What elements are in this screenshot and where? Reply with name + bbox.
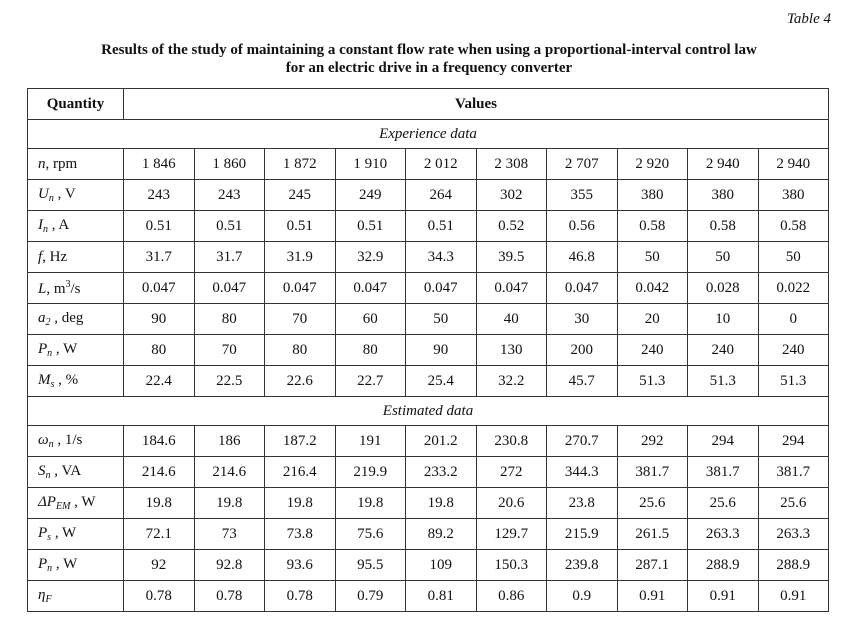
value-cell: 32.2 <box>476 366 547 397</box>
value-cell: 288.9 <box>758 550 829 581</box>
value-cell: 19.8 <box>335 488 406 519</box>
value-cell: 31.9 <box>265 242 336 273</box>
value-cell: 0.047 <box>547 273 618 304</box>
value-cell: 0 <box>758 304 829 335</box>
value-cell: 380 <box>688 180 759 211</box>
value-cell: 201.2 <box>406 426 477 457</box>
quantity-cell <box>28 366 124 397</box>
value-cell: 25.4 <box>406 366 477 397</box>
quantity-symbol: U <box>38 186 49 202</box>
table-row <box>28 581 829 612</box>
value-cell: 92 <box>124 550 195 581</box>
value-cell: 90 <box>406 335 477 366</box>
value-cell: 0.52 <box>476 211 547 242</box>
quantity-symbol: ω <box>38 432 49 448</box>
quantity-cell <box>28 581 124 612</box>
value-cell: 50 <box>617 242 688 273</box>
quantity-subscript: EM <box>55 501 71 512</box>
table-row <box>28 519 829 550</box>
value-cell: 0.78 <box>265 581 336 612</box>
value-cell: 191 <box>335 426 406 457</box>
value-cell: 73 <box>194 519 265 550</box>
quantity-cell <box>28 426 124 457</box>
caption-line-1: Results of the study of maintaining a constant flow rate when using a proportional-interval control law <box>101 42 757 58</box>
table-row <box>28 149 829 180</box>
quantity-unit: , % <box>54 372 79 388</box>
quantity-subscript: n <box>47 348 53 359</box>
value-cell: 39.5 <box>476 242 547 273</box>
quantity-cell <box>28 335 124 366</box>
value-cell: 214.6 <box>124 457 195 488</box>
value-cell: 0.51 <box>124 211 195 242</box>
table-row <box>28 180 829 211</box>
value-cell: 0.58 <box>617 211 688 242</box>
value-cell: 381.7 <box>617 457 688 488</box>
value-cell: 0.047 <box>335 273 406 304</box>
value-cell: 0.81 <box>406 581 477 612</box>
value-cell: 239.8 <box>547 550 618 581</box>
value-cell: 233.2 <box>406 457 477 488</box>
value-cell: 270.7 <box>547 426 618 457</box>
value-cell: 0.58 <box>688 211 759 242</box>
section-row <box>28 397 829 426</box>
value-cell: 0.9 <box>547 581 618 612</box>
value-cell: 2 012 <box>406 149 477 180</box>
quantity-cell <box>28 273 124 304</box>
value-cell: 80 <box>124 335 195 366</box>
value-cell: 355 <box>547 180 618 211</box>
value-cell: 1 872 <box>265 149 336 180</box>
value-cell: 19.8 <box>406 488 477 519</box>
value-cell: 25.6 <box>758 488 829 519</box>
value-cell: 10 <box>688 304 759 335</box>
value-cell: 90 <box>124 304 195 335</box>
value-cell: 22.5 <box>194 366 265 397</box>
quantity-cell <box>28 519 124 550</box>
value-cell: 0.91 <box>617 581 688 612</box>
value-cell: 1 846 <box>124 149 195 180</box>
quantity-cell <box>28 457 124 488</box>
value-cell: 50 <box>688 242 759 273</box>
table-row <box>28 426 829 457</box>
value-cell: 0.047 <box>194 273 265 304</box>
value-cell: 150.3 <box>476 550 547 581</box>
quantity-unit: , W <box>52 341 78 357</box>
value-cell: 240 <box>758 335 829 366</box>
value-cell: 130 <box>476 335 547 366</box>
quantity-subscript: 2 <box>45 317 51 328</box>
value-cell: 20 <box>617 304 688 335</box>
value-cell: 0.51 <box>406 211 477 242</box>
value-cell: 0.51 <box>194 211 265 242</box>
quantity-symbol: η <box>38 587 46 603</box>
quantity-symbol: P <box>38 525 48 541</box>
value-cell: 294 <box>688 426 759 457</box>
value-cell: 186 <box>194 426 265 457</box>
header-quantity: Quantity <box>28 89 124 120</box>
value-cell: 23.8 <box>547 488 618 519</box>
value-cell: 31.7 <box>124 242 195 273</box>
section-title: Experience data <box>28 120 829 149</box>
results-table-body <box>28 89 829 612</box>
value-cell: 80 <box>194 304 265 335</box>
quantity-unit: , W <box>51 525 77 541</box>
quantity-unit: , 1/s <box>53 432 83 448</box>
value-cell: 80 <box>335 335 406 366</box>
value-cell: 25.6 <box>617 488 688 519</box>
value-cell: 292 <box>617 426 688 457</box>
value-cell: 381.7 <box>758 457 829 488</box>
value-cell: 219.9 <box>335 457 406 488</box>
value-cell: 0.047 <box>124 273 195 304</box>
value-cell: 0.51 <box>335 211 406 242</box>
value-cell: 51.3 <box>688 366 759 397</box>
quantity-symbol: I <box>38 217 43 233</box>
value-cell: 2 940 <box>758 149 829 180</box>
value-cell: 89.2 <box>406 519 477 550</box>
value-cell: 0.86 <box>476 581 547 612</box>
value-cell: 1 910 <box>335 149 406 180</box>
value-cell: 1 860 <box>194 149 265 180</box>
value-cell: 0.042 <box>617 273 688 304</box>
quantity-cell <box>28 211 124 242</box>
value-cell: 40 <box>476 304 547 335</box>
value-cell: 216.4 <box>265 457 336 488</box>
caption-line-2: for an electric drive in a frequency converter <box>285 60 573 76</box>
value-cell: 45.7 <box>547 366 618 397</box>
value-cell: 73.8 <box>265 519 336 550</box>
value-cell: 380 <box>617 180 688 211</box>
quantity-cell <box>28 550 124 581</box>
value-cell: 344.3 <box>547 457 618 488</box>
value-cell: 95.5 <box>335 550 406 581</box>
value-cell: 263.3 <box>758 519 829 550</box>
quantity-subscript: s <box>50 379 55 390</box>
quantity-cell <box>28 180 124 211</box>
table-row <box>28 366 829 397</box>
header-row <box>28 89 829 120</box>
table-row <box>28 242 829 273</box>
table-number-label: Table 4 <box>786 11 831 27</box>
quantity-subscript: n <box>45 470 51 481</box>
value-cell: 0.047 <box>406 273 477 304</box>
value-cell: 288.9 <box>688 550 759 581</box>
value-cell: 72.1 <box>124 519 195 550</box>
quantity-cell <box>28 304 124 335</box>
value-cell: 50 <box>758 242 829 273</box>
value-cell: 51.3 <box>758 366 829 397</box>
value-cell: 264 <box>406 180 477 211</box>
value-cell: 34.3 <box>406 242 477 273</box>
value-cell: 0.56 <box>547 211 618 242</box>
table-caption <box>0 41 858 77</box>
value-cell: 263.3 <box>688 519 759 550</box>
table-row <box>28 211 829 242</box>
value-cell: 80 <box>265 335 336 366</box>
value-cell: 249 <box>335 180 406 211</box>
quantity-cell <box>28 149 124 180</box>
quantity-symbol: a <box>38 310 46 326</box>
value-cell: 109 <box>406 550 477 581</box>
value-cell: 245 <box>265 180 336 211</box>
quantity-symbol: P <box>38 556 48 572</box>
value-cell: 0.91 <box>688 581 759 612</box>
value-cell: 187.2 <box>265 426 336 457</box>
table-row <box>28 457 829 488</box>
quantity-symbol: P <box>38 341 48 357</box>
value-cell: 0.028 <box>688 273 759 304</box>
quantity-subscript: n <box>43 224 48 235</box>
quantity-unit: , W <box>52 556 78 572</box>
value-cell: 302 <box>476 180 547 211</box>
value-cell: 380 <box>758 180 829 211</box>
quantity-subscript: s <box>47 532 52 543</box>
value-cell: 50 <box>406 304 477 335</box>
value-cell: 294 <box>758 426 829 457</box>
value-cell: 22.4 <box>124 366 195 397</box>
value-cell: 287.1 <box>617 550 688 581</box>
value-cell: 22.6 <box>265 366 336 397</box>
quantity-symbol: S <box>38 463 46 479</box>
quantity-subscript: n <box>48 193 54 204</box>
value-cell: 0.51 <box>265 211 336 242</box>
value-cell: 0.78 <box>124 581 195 612</box>
value-cell: 31.7 <box>194 242 265 273</box>
value-cell: 0.58 <box>758 211 829 242</box>
value-cell: 92.8 <box>194 550 265 581</box>
quantity-unit: , V <box>53 186 76 202</box>
value-cell: 51.3 <box>617 366 688 397</box>
quantity-symbol: ΔP <box>38 494 56 510</box>
value-cell: 215.9 <box>547 519 618 550</box>
value-cell: 0.78 <box>194 581 265 612</box>
quantity-unit: , Hz <box>42 248 68 265</box>
quantity-symbol: M <box>38 372 51 388</box>
quantity-unit: , W <box>70 494 96 510</box>
value-cell: 32.9 <box>335 242 406 273</box>
quantity-cell <box>28 242 124 273</box>
section-row <box>28 120 829 149</box>
value-cell: 230.8 <box>476 426 547 457</box>
quantity-unit: , VA <box>50 463 82 479</box>
table-row <box>28 273 829 304</box>
value-cell: 93.6 <box>265 550 336 581</box>
quantity-symbol: f <box>38 248 43 265</box>
value-cell: 0.79 <box>335 581 406 612</box>
value-cell: 200 <box>547 335 618 366</box>
quantity-unit: , m <box>46 280 66 297</box>
value-cell: 240 <box>688 335 759 366</box>
header-values: Values <box>124 89 829 120</box>
value-cell: 381.7 <box>688 457 759 488</box>
value-cell: 2 940 <box>688 149 759 180</box>
value-cell: 2 308 <box>476 149 547 180</box>
table-row <box>28 335 829 366</box>
quantity-subscript: n <box>48 439 54 450</box>
quantity-cell <box>28 488 124 519</box>
value-cell: 0.022 <box>758 273 829 304</box>
quantity-symbol: L <box>38 280 47 297</box>
value-cell: 272 <box>476 457 547 488</box>
value-cell: 19.8 <box>124 488 195 519</box>
table-row <box>28 550 829 581</box>
quantity-subscript: n <box>47 563 53 574</box>
quantity-symbol: n <box>38 155 46 172</box>
value-cell: 70 <box>265 304 336 335</box>
value-cell: 261.5 <box>617 519 688 550</box>
table-row <box>28 304 829 335</box>
value-cell: 25.6 <box>688 488 759 519</box>
value-cell: 0.91 <box>758 581 829 612</box>
unit-superscript: 3 <box>65 278 71 290</box>
value-cell: 60 <box>335 304 406 335</box>
quantity-unit: , deg <box>50 310 84 326</box>
quantity-subscript: F <box>45 594 52 605</box>
table-row <box>28 488 829 519</box>
value-cell: 30 <box>547 304 618 335</box>
value-cell: 75.6 <box>335 519 406 550</box>
value-cell: 240 <box>617 335 688 366</box>
value-cell: 214.6 <box>194 457 265 488</box>
value-cell: 2 920 <box>617 149 688 180</box>
results-table <box>27 88 829 612</box>
value-cell: 2 707 <box>547 149 618 180</box>
value-cell: 184.6 <box>124 426 195 457</box>
value-cell: 0.047 <box>476 273 547 304</box>
value-cell: 22.7 <box>335 366 406 397</box>
quantity-unit: , A <box>48 217 70 233</box>
value-cell: 70 <box>194 335 265 366</box>
value-cell: 20.6 <box>476 488 547 519</box>
section-title: Estimated data <box>28 397 829 426</box>
value-cell: 46.8 <box>547 242 618 273</box>
value-cell: 19.8 <box>265 488 336 519</box>
value-cell: 0.047 <box>265 273 336 304</box>
value-cell: 243 <box>124 180 195 211</box>
unit-tail: /s <box>70 280 81 297</box>
value-cell: 19.8 <box>194 488 265 519</box>
value-cell: 243 <box>194 180 265 211</box>
quantity-unit: , rpm <box>45 155 78 172</box>
value-cell: 129.7 <box>476 519 547 550</box>
